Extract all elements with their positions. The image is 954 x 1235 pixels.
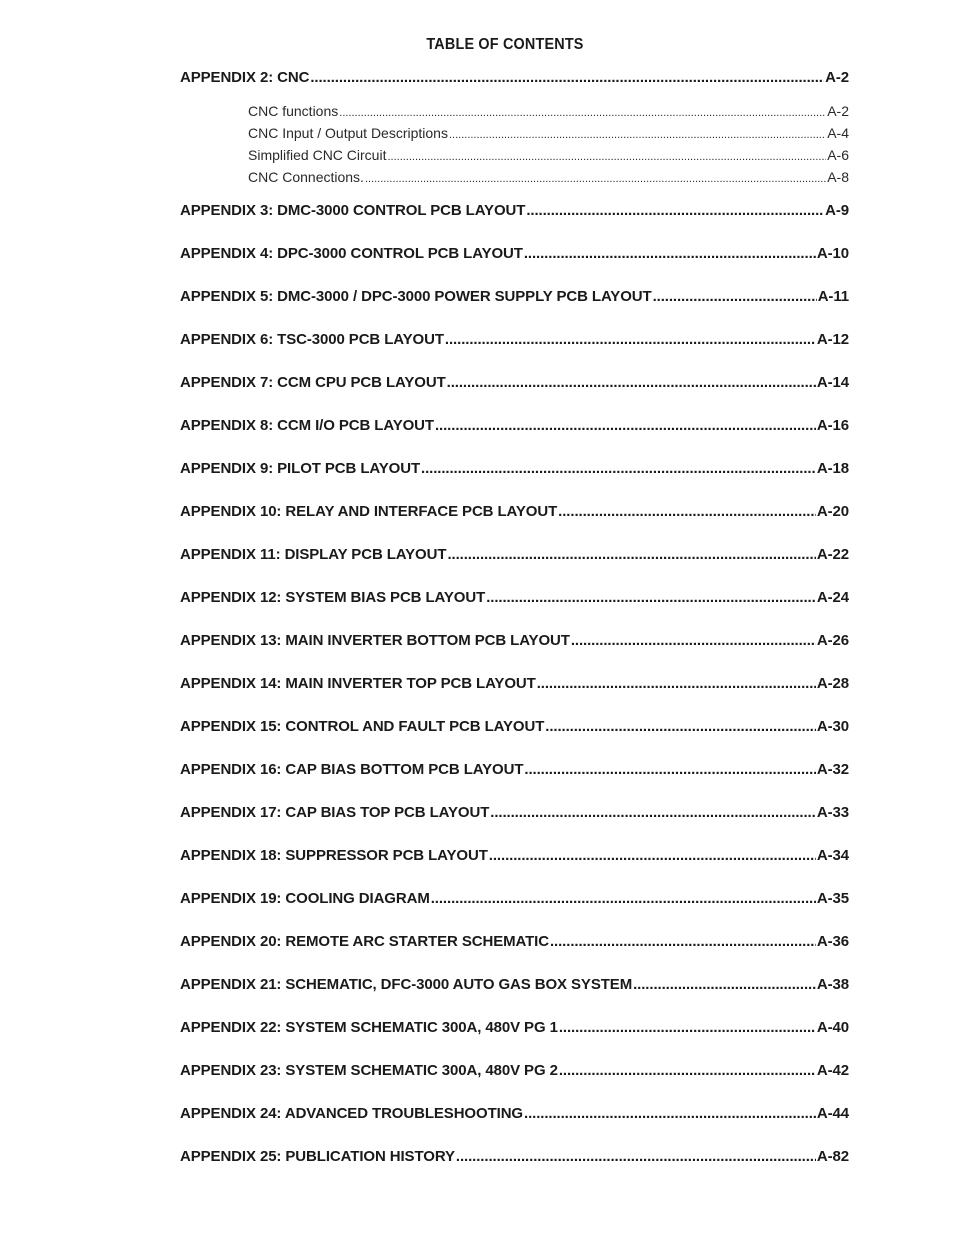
toc-entry-label: APPENDIX 7: CCM CPU PCB LAYOUT bbox=[180, 374, 446, 391]
toc-entry-page: A-38 bbox=[816, 976, 849, 993]
toc-entry-label: APPENDIX 4: DPC-3000 CONTROL PCB LAYOUT bbox=[180, 245, 523, 262]
toc-entry-label: APPENDIX 15: CONTROL AND FAULT PCB LAYOUT bbox=[180, 718, 545, 735]
toc-entry-page: A-9 bbox=[825, 202, 849, 219]
dot-leader bbox=[387, 146, 826, 166]
toc-entry-appendix-3[interactable] bbox=[180, 201, 849, 221]
toc-entry-appendix-4[interactable] bbox=[180, 244, 849, 264]
toc-entry-label: APPENDIX 5: DMC-3000 / DPC-3000 POWER SUPPLY PCB LAYOUT bbox=[180, 288, 652, 305]
dot-leader bbox=[365, 168, 826, 188]
toc-subentry-label: CNC functions bbox=[248, 103, 339, 119]
dot-leader bbox=[445, 330, 816, 350]
toc-entry-appendix-23[interactable] bbox=[180, 1061, 849, 1081]
toc-entry-appendix-20[interactable] bbox=[180, 932, 849, 952]
dot-leader bbox=[489, 846, 816, 866]
toc-entry-page: A-30 bbox=[816, 718, 849, 735]
toc-entry-appendix-2[interactable] bbox=[180, 68, 849, 88]
toc-entry-label: APPENDIX 13: MAIN INVERTER BOTTOM PCB LAYOUT bbox=[180, 632, 570, 649]
toc-entry-page: A-22 bbox=[816, 546, 849, 563]
toc-subentry-cnc-connections[interactable] bbox=[248, 166, 849, 188]
toc-subentry-cnc-io-descriptions[interactable] bbox=[248, 122, 849, 144]
toc-entry-label: APPENDIX 20: REMOTE ARC STARTER SCHEMATIC bbox=[180, 933, 549, 950]
dot-leader bbox=[537, 674, 816, 694]
toc-entry-label: APPENDIX 14: MAIN INVERTER TOP PCB LAYOUT bbox=[180, 675, 536, 692]
toc-entry-page: A-33 bbox=[816, 804, 849, 821]
page-title: TABLE OF CONTENTS bbox=[426, 36, 584, 53]
toc-entry-appendix-24[interactable] bbox=[180, 1104, 849, 1124]
toc-entry-appendix-22[interactable] bbox=[180, 1018, 849, 1038]
toc-entry-label: APPENDIX 12: SYSTEM BIAS PCB LAYOUT bbox=[180, 589, 486, 606]
toc-entry-page: A-24 bbox=[816, 589, 849, 606]
dot-leader bbox=[545, 717, 816, 737]
toc-entry-label: APPENDIX 22: SYSTEM SCHEMATIC 300A, 480V PG 1 bbox=[180, 1019, 558, 1036]
toc-entry-label: APPENDIX 17: CAP BIAS TOP PCB LAYOUT bbox=[180, 804, 490, 821]
toc-subentry-page: A-2 bbox=[827, 103, 849, 119]
dot-leader bbox=[524, 1104, 816, 1124]
table-of-contents bbox=[180, 68, 849, 1190]
toc-entry-label: APPENDIX 3: DMC-3000 CONTROL PCB LAYOUT bbox=[180, 202, 526, 219]
dot-leader bbox=[526, 201, 824, 221]
toc-entry-page: A-82 bbox=[816, 1148, 849, 1165]
toc-entry-appendix-9[interactable] bbox=[180, 459, 849, 479]
toc-entry-list bbox=[180, 201, 849, 1167]
dot-leader bbox=[571, 631, 816, 651]
toc-entry-appendix-15[interactable] bbox=[180, 717, 849, 737]
toc-entry-page: A-20 bbox=[816, 503, 849, 520]
appendix-2-subentries bbox=[248, 100, 849, 188]
toc-entry-label: APPENDIX 23: SYSTEM SCHEMATIC 300A, 480V PG 2 bbox=[180, 1062, 558, 1079]
toc-entry-appendix-14[interactable] bbox=[180, 674, 849, 694]
toc-entry-page: A-16 bbox=[816, 417, 849, 434]
toc-entry-label: APPENDIX 11: DISPLAY PCB LAYOUT bbox=[180, 546, 447, 563]
toc-entry-label: APPENDIX 21: SCHEMATIC, DFC-3000 AUTO GAS BOX SYSTEM bbox=[180, 976, 633, 993]
toc-entry-appendix-25[interactable] bbox=[180, 1147, 849, 1167]
dot-leader bbox=[558, 502, 816, 522]
toc-entry-page: A-14 bbox=[816, 374, 849, 391]
dot-leader bbox=[456, 1147, 816, 1167]
toc-entry-appendix-16[interactable] bbox=[180, 760, 849, 780]
toc-subentry-page: A-6 bbox=[827, 147, 849, 163]
toc-subentry-simplified-cnc-circuit[interactable] bbox=[248, 144, 849, 166]
toc-entry-page: A-12 bbox=[816, 331, 849, 348]
toc-subentry-label: Simplified CNC Circuit bbox=[248, 147, 387, 163]
toc-entry-appendix-7[interactable] bbox=[180, 373, 849, 393]
toc-entry-page: A-10 bbox=[816, 245, 849, 262]
toc-entry-page: A-35 bbox=[816, 890, 849, 907]
toc-entry-appendix-5[interactable] bbox=[180, 287, 849, 307]
toc-entry-page: A-36 bbox=[816, 933, 849, 950]
dot-leader bbox=[633, 975, 816, 995]
toc-entry-page: A-18 bbox=[816, 460, 849, 477]
toc-entry-label: APPENDIX 8: CCM I/O PCB LAYOUT bbox=[180, 417, 434, 434]
toc-entry-label: APPENDIX 6: TSC-3000 PCB LAYOUT bbox=[180, 331, 444, 348]
toc-entry-appendix-8[interactable] bbox=[180, 416, 849, 436]
dot-leader bbox=[559, 1018, 816, 1038]
toc-entry-label: APPENDIX 9: PILOT PCB LAYOUT bbox=[180, 460, 421, 477]
dot-leader bbox=[447, 373, 816, 393]
toc-entry-appendix-11[interactable] bbox=[180, 545, 849, 565]
toc-entry-page: A-11 bbox=[817, 288, 849, 305]
dot-leader bbox=[490, 803, 816, 823]
toc-entry-appendix-19[interactable] bbox=[180, 889, 849, 909]
dot-leader bbox=[524, 244, 816, 264]
toc-entry-appendix-6[interactable] bbox=[180, 330, 849, 350]
toc-entry-label: APPENDIX 19: COOLING DIAGRAM bbox=[180, 890, 430, 907]
dot-leader bbox=[524, 760, 815, 780]
toc-entry-page: A-26 bbox=[816, 632, 849, 649]
toc-entry-page: A-2 bbox=[825, 69, 849, 86]
toc-subentry-page: A-4 bbox=[827, 125, 849, 141]
toc-entry-page: A-44 bbox=[816, 1105, 849, 1122]
dot-leader bbox=[486, 588, 816, 608]
toc-entry-appendix-21[interactable] bbox=[180, 975, 849, 995]
dot-leader bbox=[310, 68, 824, 88]
toc-entry-page: A-32 bbox=[816, 761, 849, 778]
toc-subentry-label: CNC Connections. bbox=[248, 169, 364, 185]
toc-subentry-label: CNC Input / Output Descriptions bbox=[248, 125, 448, 141]
toc-subentry-page: A-8 bbox=[827, 169, 849, 185]
toc-entry-page: A-42 bbox=[816, 1062, 849, 1079]
toc-entry-label: APPENDIX 10: RELAY AND INTERFACE PCB LAYOUT bbox=[180, 503, 558, 520]
dot-leader bbox=[435, 416, 816, 436]
dot-leader bbox=[559, 1061, 816, 1081]
dot-leader bbox=[431, 889, 816, 909]
toc-entry-appendix-10[interactable] bbox=[180, 502, 849, 522]
toc-entry-label: APPENDIX 24: ADVANCED TROUBLESHOOTING bbox=[180, 1105, 523, 1122]
toc-entry-page: A-28 bbox=[816, 675, 849, 692]
dot-leader bbox=[339, 102, 826, 122]
toc-entry-appendix-17[interactable] bbox=[180, 803, 849, 823]
toc-entry-appendix-13[interactable] bbox=[180, 631, 849, 651]
toc-entry-appendix-18[interactable] bbox=[180, 846, 849, 866]
toc-entry-label: APPENDIX 25: PUBLICATION HISTORY bbox=[180, 1148, 455, 1165]
dot-leader bbox=[449, 124, 826, 144]
dot-leader bbox=[550, 932, 816, 952]
toc-entry-appendix-12[interactable] bbox=[180, 588, 849, 608]
toc-entry-label: APPENDIX 16: CAP BIAS BOTTOM PCB LAYOUT bbox=[180, 761, 524, 778]
toc-subentry-cnc-functions[interactable] bbox=[248, 100, 849, 122]
toc-entry-label: APPENDIX 2: CNC bbox=[180, 69, 310, 86]
toc-entry-page: A-34 bbox=[816, 847, 849, 864]
dot-leader bbox=[653, 287, 817, 307]
dot-leader bbox=[447, 545, 815, 565]
toc-entry-label: APPENDIX 18: SUPPRESSOR PCB LAYOUT bbox=[180, 847, 488, 864]
dot-leader bbox=[421, 459, 816, 479]
toc-entry-page: A-40 bbox=[816, 1019, 849, 1036]
